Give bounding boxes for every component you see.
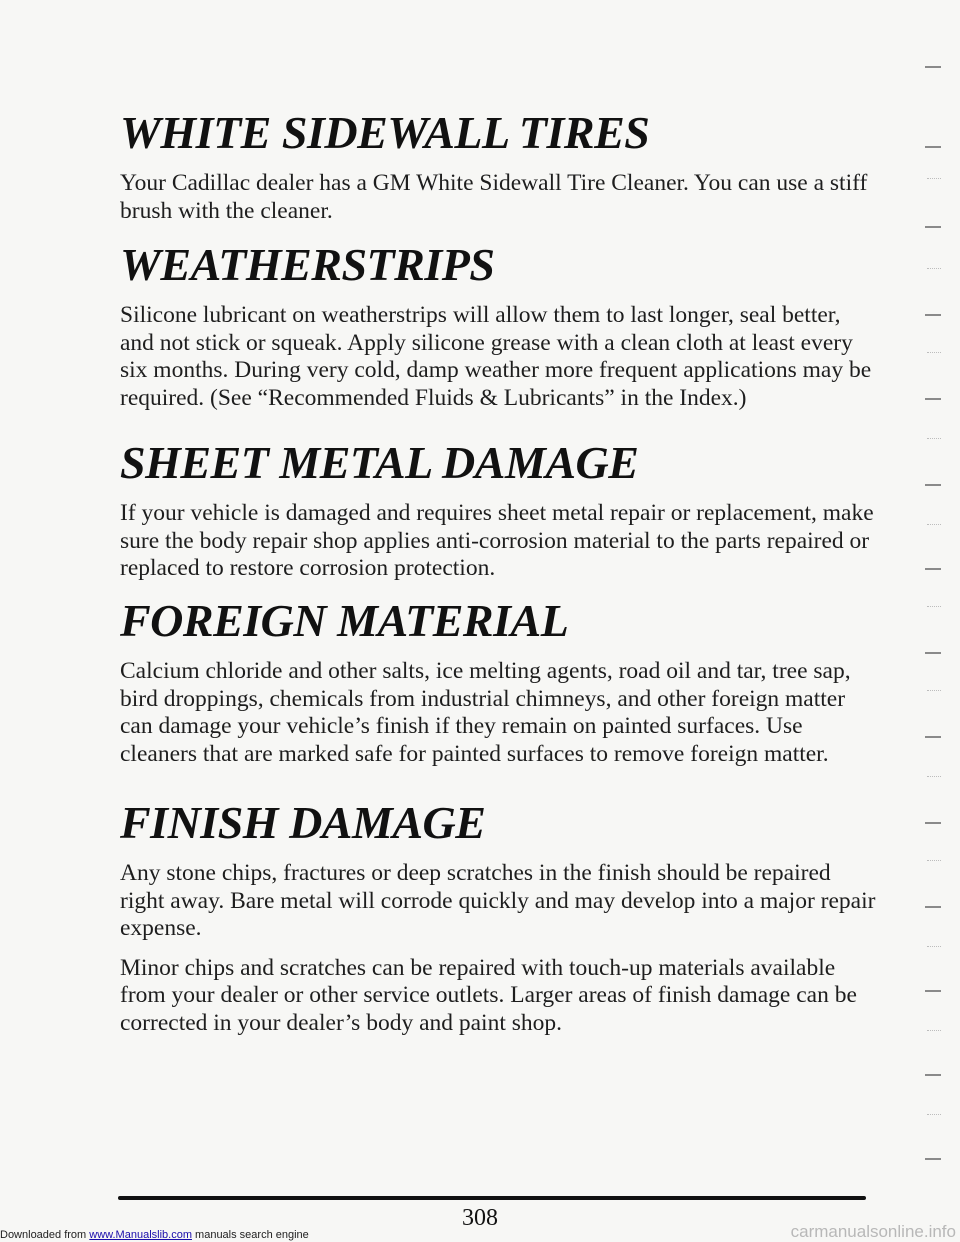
edge-mark (925, 736, 941, 738)
edge-mark (925, 66, 941, 68)
page-number: 308 (462, 1205, 498, 1231)
section-paragraph: Minor chips and scratches can be repaired with touch-up materials available from your dealer or other service outlets. Larger areas of finish damage can be corrected in your dealer’s body and paint shop. (120, 954, 857, 1036)
section-paragraph: Any stone chips, fractures or deep scratches in the finish should be repaired right away. Bare metal will corrode quickly and may develop into a major repair expense. (120, 860, 876, 941)
section-paragraph: If your vehicle is damaged and requires sheet metal repair or replacement, make sure the body repair shop applies anti-corrosion material to the parts repaired or replaced to restore corrosion protection. (120, 500, 874, 581)
edge-mark (925, 822, 941, 824)
section-paragraph: Calcium chloride and other salts, ice melting agents, road oil and tar, tree sap, bird droppings, chemicals from industrial chimneys, and other foreign matter can damage your vehicle’s finish if they remain on painted surfaces. Use cleaners that are marked safe for painted surfaces to remove foreign matter. (120, 658, 851, 767)
section-foreign-material (120, 596, 880, 768)
section-paragraph: Silicone lubricant on weatherstrips will allow them to last longer, seal better, and not stick or squeak. Apply silicone grease with a clean cloth at least every six months. During very cold, damp weather more frequent applications may be required. (See “Recommended Fluids & Lubricants” in the Index.) (120, 302, 872, 411)
edge-mark (925, 906, 941, 908)
edge-mark (927, 690, 941, 692)
section-title: FINISH DAMAGE (120, 797, 486, 848)
edge-mark (927, 524, 941, 526)
edge-mark (927, 178, 941, 180)
edge-mark (927, 606, 941, 608)
edge-mark (925, 652, 941, 654)
section-weatherstrips (120, 240, 880, 412)
edge-mark (925, 314, 941, 316)
section-title: WEATHERSTRIPS (120, 239, 495, 290)
edge-mark (925, 1158, 941, 1160)
section-finish-damage (120, 798, 880, 1037)
section-sheet-metal-damage (120, 438, 880, 583)
section-title: SHEET METAL DAMAGE (120, 437, 639, 488)
download-suffix: manuals search engine (191, 1229, 309, 1241)
edge-mark (925, 146, 941, 148)
edge-mark (927, 352, 941, 354)
download-notice (0, 1228, 309, 1242)
edge-mark (925, 1074, 941, 1076)
edge-mark (925, 568, 941, 570)
edge-mark (925, 398, 941, 400)
manualslib-link[interactable]: www.Manualslib.com (89, 1229, 192, 1241)
section-white-sidewall-tires (120, 108, 880, 225)
edge-mark (927, 1030, 941, 1032)
edge-mark (927, 438, 941, 440)
section-paragraph: Your Cadillac dealer has a GM White Sidewall Tire Cleaner. You can use a stiff brush with the cleaner. (120, 170, 868, 224)
footer-rule (118, 1196, 866, 1200)
edge-mark (925, 990, 941, 992)
watermark: carmanualsonline.info (790, 1222, 956, 1241)
edge-mark (927, 268, 941, 270)
download-prefix: Downloaded from (0, 1229, 90, 1241)
edge-mark (925, 484, 941, 486)
edge-mark (927, 776, 941, 778)
edge-mark (925, 226, 941, 228)
section-title: FOREIGN MATERIAL (120, 595, 569, 646)
section-title: WHITE SIDEWALL TIRES (120, 107, 650, 158)
edge-mark (927, 1114, 941, 1116)
edge-mark (927, 860, 941, 862)
edge-mark (927, 946, 941, 948)
